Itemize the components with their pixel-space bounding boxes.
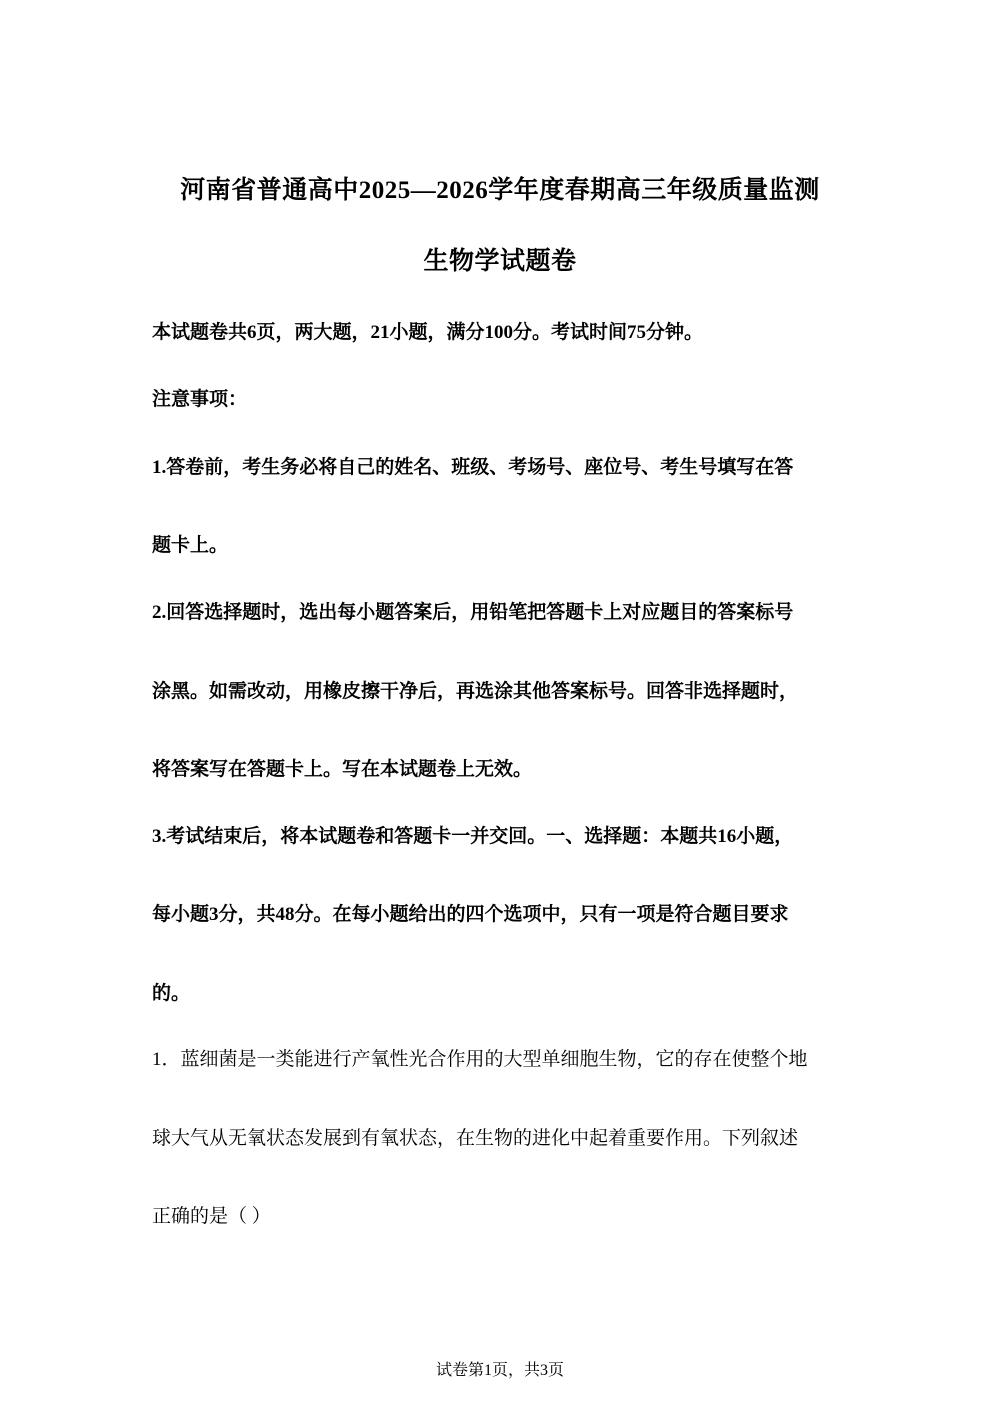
question-1-line-3: 正确的是（ ） <box>152 1206 271 1227</box>
exam-info: 本试题卷共6页，两大题，21小题，满分100分。考试时间75分钟。 <box>152 322 704 343</box>
question-1-line-1: 1．蓝细菌是一类能进行产氧性光合作用的大型单细胞生物，它的存在使整个地 <box>152 1049 808 1070</box>
notice-heading: 注意事项： <box>152 389 248 410</box>
notice-item-3-line-2: 每小题3分，共48分。在每小题给出的四个选项中，只有一项是符合题目要求 <box>152 904 789 925</box>
exam-title: 河南省普通高中2025—2026学年度春期高三年级质量监测 <box>180 177 820 204</box>
notice-item-2-line-2: 涂黑。如需改动，用橡皮擦干净后，再选涂其他答案标号。回答非选择题时， <box>152 681 799 702</box>
notice-item-3-line-3: 的。 <box>152 983 191 1004</box>
exam-subject-title: 生物学试题卷 <box>423 248 577 275</box>
question-1-line-2: 球大气从无氧状态发展到有氧状态，在生物的进化中起着重要作用。下列叙述 <box>152 1128 799 1149</box>
page-footer: 试卷第1页，共3页 <box>435 1362 564 1379</box>
notice-item-2-line-1: 2.回答选择题时，选出每小题答案后，用铅笔把答题卡上对应题目的答案标号 <box>152 602 794 623</box>
notice-item-2-line-3: 将答案写在答题卡上。写在本试题卷上无效。 <box>152 759 533 780</box>
notice-item-1-line-2: 题卡上。 <box>152 535 229 556</box>
notice-item-1-line-1: 1.答卷前，考生务必将自己的姓名、班级、考场号、座位号、考生号填写在答 <box>152 457 794 478</box>
notice-item-3-line-1: 3.考试结束后，将本试题卷和答题卡一并交回。一、选择题：本题共16小题， <box>152 826 794 847</box>
